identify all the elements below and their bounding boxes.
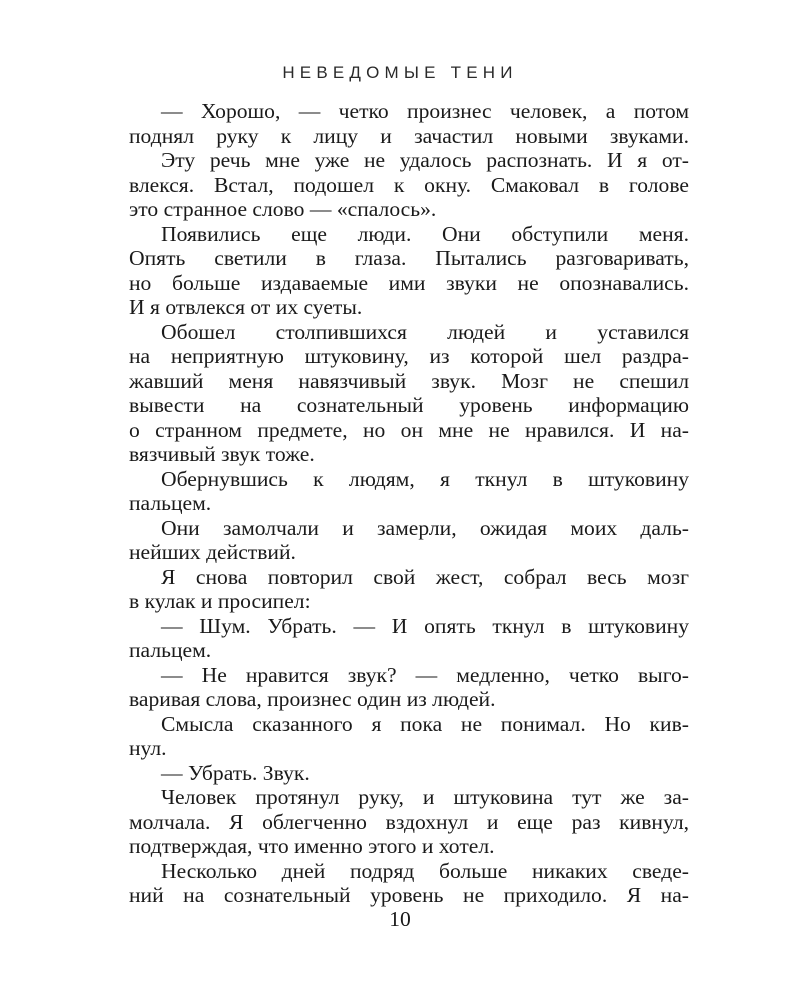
text-line: И я отвлекся от их суеты. (129, 295, 363, 319)
text-line: влекся. Встал, подошел к окну. Смаковал в голове (129, 172, 689, 197)
text-line: нул. (129, 736, 167, 760)
text-line: Человек протянул руку, и штуковина тут же за- (161, 785, 689, 809)
text-line: Обошел столпившихся людей и уставился (161, 319, 689, 344)
text-line: — Хорошо, — четко произнес человек, а потом (161, 99, 689, 123)
text-line: вязчивый звук тоже. (129, 442, 315, 466)
text-line: — Не нравится звук? — медленно, четко выго- (161, 662, 689, 687)
text-line: пальцем. (129, 638, 212, 662)
text-line: варивая слова, произнес один из людей. (129, 687, 496, 711)
text-line: о странном предмете, но он мне не нравился. И на- (129, 417, 689, 442)
text-line: пальцем. (129, 491, 212, 515)
text-line: подтверждая, что именно этого и хотел. (129, 834, 495, 858)
text-line: Они замолчали и замерли, ожидая моих даль- (161, 515, 689, 540)
text-line: Эту речь мне уже не удалось распознать. И я от- (161, 148, 689, 172)
text-line: вывести на сознательный уровень информацию (129, 393, 689, 417)
text-line: жавший меня навязчивый звук. Мозг не спешил (129, 368, 689, 393)
text-line: на неприятную штуковину, из которой шел раздра- (129, 344, 689, 368)
text-line: это странное слово — «спалось». (129, 197, 437, 221)
text-line: Смысла сказанного я пока не понимал. Но кив- (161, 711, 689, 736)
text-line: ний на сознательный уровень не приходило. Я на- (129, 883, 689, 907)
text-line: Несколько дней подряд больше никаких сведе- (161, 858, 689, 883)
text-line: — Шум. Убрать. — И опять ткнул в штуковину (161, 613, 689, 638)
text-line: поднял руку к лицу и зачастил новыми звуками. (129, 123, 689, 148)
text-line: молчала. Я облегченно вздохнул и еще раз кивнул, (129, 809, 689, 834)
text-line: Я снова повторил свой жест, собрал весь мозг (161, 564, 689, 589)
text-line: нейших действий. (129, 540, 296, 564)
page-number: 10 (389, 907, 411, 931)
text-line: Обернувшись к людям, я ткнул в штуковину (161, 466, 689, 491)
text-line: Появились еще люди. Они обступили меня. (161, 221, 689, 246)
text-line: Опять светили в глаза. Пытались разговаривать, (129, 246, 689, 270)
running-header: НЕВЕДОМЫЕ ТЕНИ (282, 63, 518, 82)
text-line: — Убрать. Звук. (161, 760, 310, 785)
text-line: но больше издаваемые ими звуки не опознавались. (129, 270, 689, 295)
text-line: в кулак и просипел: (129, 589, 311, 613)
